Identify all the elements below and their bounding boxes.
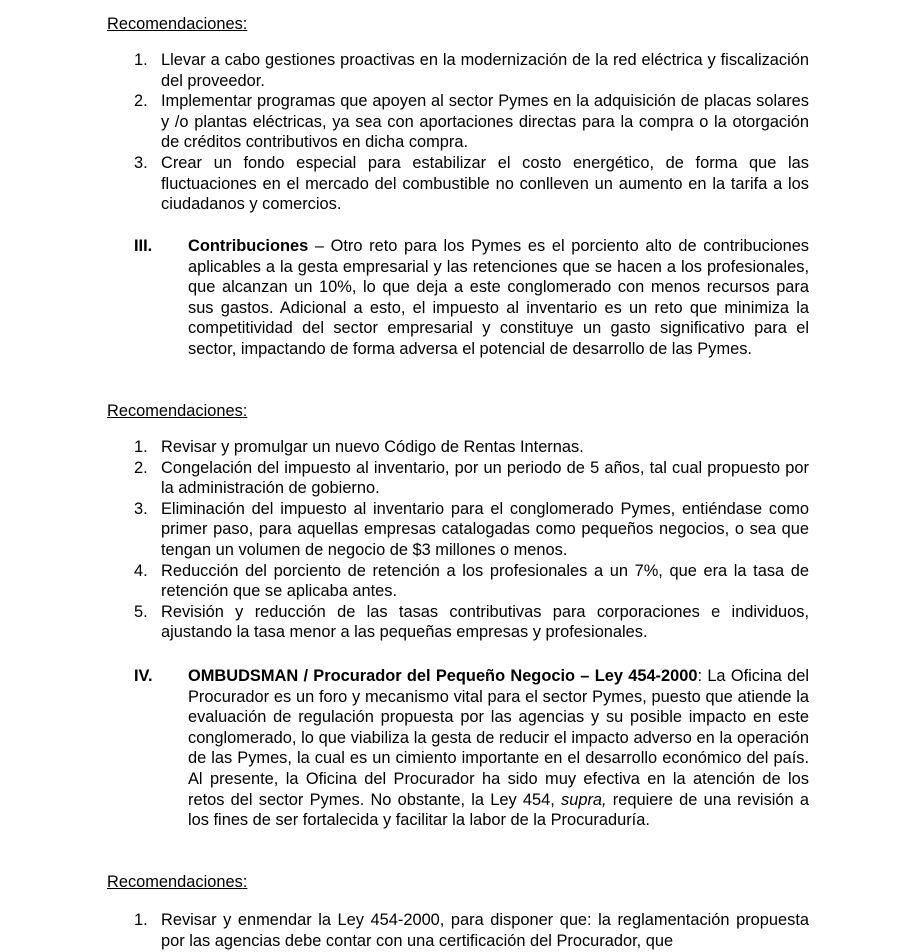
list-item-number: 4.: [134, 561, 148, 580]
section-body: [188, 666, 809, 831]
section-contribuciones: [0, 236, 809, 360]
list-item-number: 2.: [134, 92, 148, 111]
list-item: [0, 437, 809, 458]
recommendations-list-3: [0, 910, 809, 951]
list-item-text: Llevar a cabo gestiones proactivas en la modernización de la red eléctrica y fiscalización del proveedor.: [161, 51, 809, 90]
list-item-number: 1.: [134, 51, 148, 69]
section-number: III.: [134, 237, 153, 255]
list-item-number: 2.: [134, 458, 148, 477]
section-text: – Otro reto para los Pymes es el porciento alto de contribuciones aplicables a la gesta empresarial y las retenciones que se hacen a los profesionales, que alcanzan un 10%, lo que deja a este conglomerado con menos recursos para sus gastos. Adicional a esto, el impuesto al inventario es un reto que minimiza la competitividad del sector empresarial y constituye un gasto significativo para el sector, impactando de forma adversa el potencial de desarrollo de las Pymes.: [188, 237, 809, 358]
section-ombudsman: [0, 666, 809, 831]
list-item: [0, 602, 809, 643]
section-title: OMBUDSMAN / Procurador del Pequeño Negocio – Ley 454-2000: [188, 667, 698, 685]
list-item-number: 1.: [134, 911, 148, 929]
list-item-text: Congelación del impuesto al inventario, por un periodo de 5 años, tal cual propuesto por la administración de gobierno.: [161, 458, 809, 498]
recommendations-heading-colon: :: [242, 15, 248, 33]
recommendations-heading: [107, 14, 247, 35]
list-item: [0, 153, 809, 215]
section-text: : La Oficina del Procurador es un foro y mecanismo vital para el sector Pymes, puesto que atiende la evaluación de regulación propuesta por las agencias y su posible impacto en este conglomerado, lo que viabiliza la gesta de reducir el impacto adverso en la operación de las Pymes, la cual es un cimiento importante en el desarrollo económico del país. Al presente, la Oficina del Procurador ha sido muy efectiva en la atención de los retos del sector Pymes. No obstante, la Ley 454,: [188, 667, 809, 809]
list-item-number: 3.: [134, 499, 148, 518]
list-item-text: Eliminación del impuesto al inventario para el conglomerado Pymes, entiéndase como primer paso, para aquellas empresas catalogadas como pequeños negocios, o sea que tengan un volumen de negocio de $3 millones o menos.: [161, 499, 809, 559]
section-text-italic: supra,: [561, 790, 607, 809]
recommendations-heading-label: Recomendaciones: [107, 402, 243, 420]
recommendations-heading-label: Recomendaciones: [107, 873, 243, 891]
list-item-text: Reducción del porciento de retención a los profesionales a un 7%, que era la tasa de retención que se aplicaba antes.: [161, 561, 809, 601]
list-item: [0, 50, 809, 91]
recommendations-list-2: [0, 437, 809, 643]
list-item-text: Revisar y promulgar un nuevo Código de Rentas Internas.: [161, 438, 584, 456]
list-item-number: 3.: [134, 153, 148, 172]
recommendations-heading: [107, 401, 247, 422]
recommendations-heading-colon: :: [242, 873, 248, 891]
recommendations-heading: [107, 872, 247, 893]
recommendations-heading-colon: :: [242, 402, 248, 420]
section-body: [188, 236, 809, 360]
list-item-text: Revisar y enmendar la Ley 454-2000, para disponer que: la reglamentación propuesta por las agencias debe contar con una certificación del Procurador, que: [161, 911, 809, 950]
list-item: [0, 458, 809, 499]
section-text-end: requiere de una revisión a los fines de ser fortalecida y facilitar la labor de la Procuraduría.: [188, 790, 809, 830]
list-item-text: Implementar programas que apoyen al sector Pymes en la adquisición de placas solares y /o plantas eléctricas, ya sea con aportaciones directas para la compra o la otorgación de créditos contributivos en dicha compra.: [161, 92, 809, 152]
list-item-text: Crear un fondo especial para estabilizar el costo energético, de forma que las fluctuaciones en el mercado del combustible no conlleven un aumento en la tarifa a los ciudadanos y comercios.: [161, 153, 809, 214]
list-item: [0, 910, 809, 951]
section-number: IV.: [134, 667, 153, 685]
list-item: [0, 91, 809, 153]
list-item-number: 5.: [134, 602, 148, 621]
section-title: Contribuciones: [188, 237, 309, 255]
list-item-text: Revisión y reducción de las tasas contributivas para corporaciones e individuos, ajustando la tasa menor a las pequeñas empresas y profesionales.: [161, 602, 809, 642]
list-item: [0, 561, 809, 602]
list-item: [0, 499, 809, 561]
recommendations-list-1: [0, 50, 809, 215]
recommendations-heading-label: Recomendaciones: [107, 15, 243, 33]
list-item-number: 1.: [134, 438, 148, 456]
